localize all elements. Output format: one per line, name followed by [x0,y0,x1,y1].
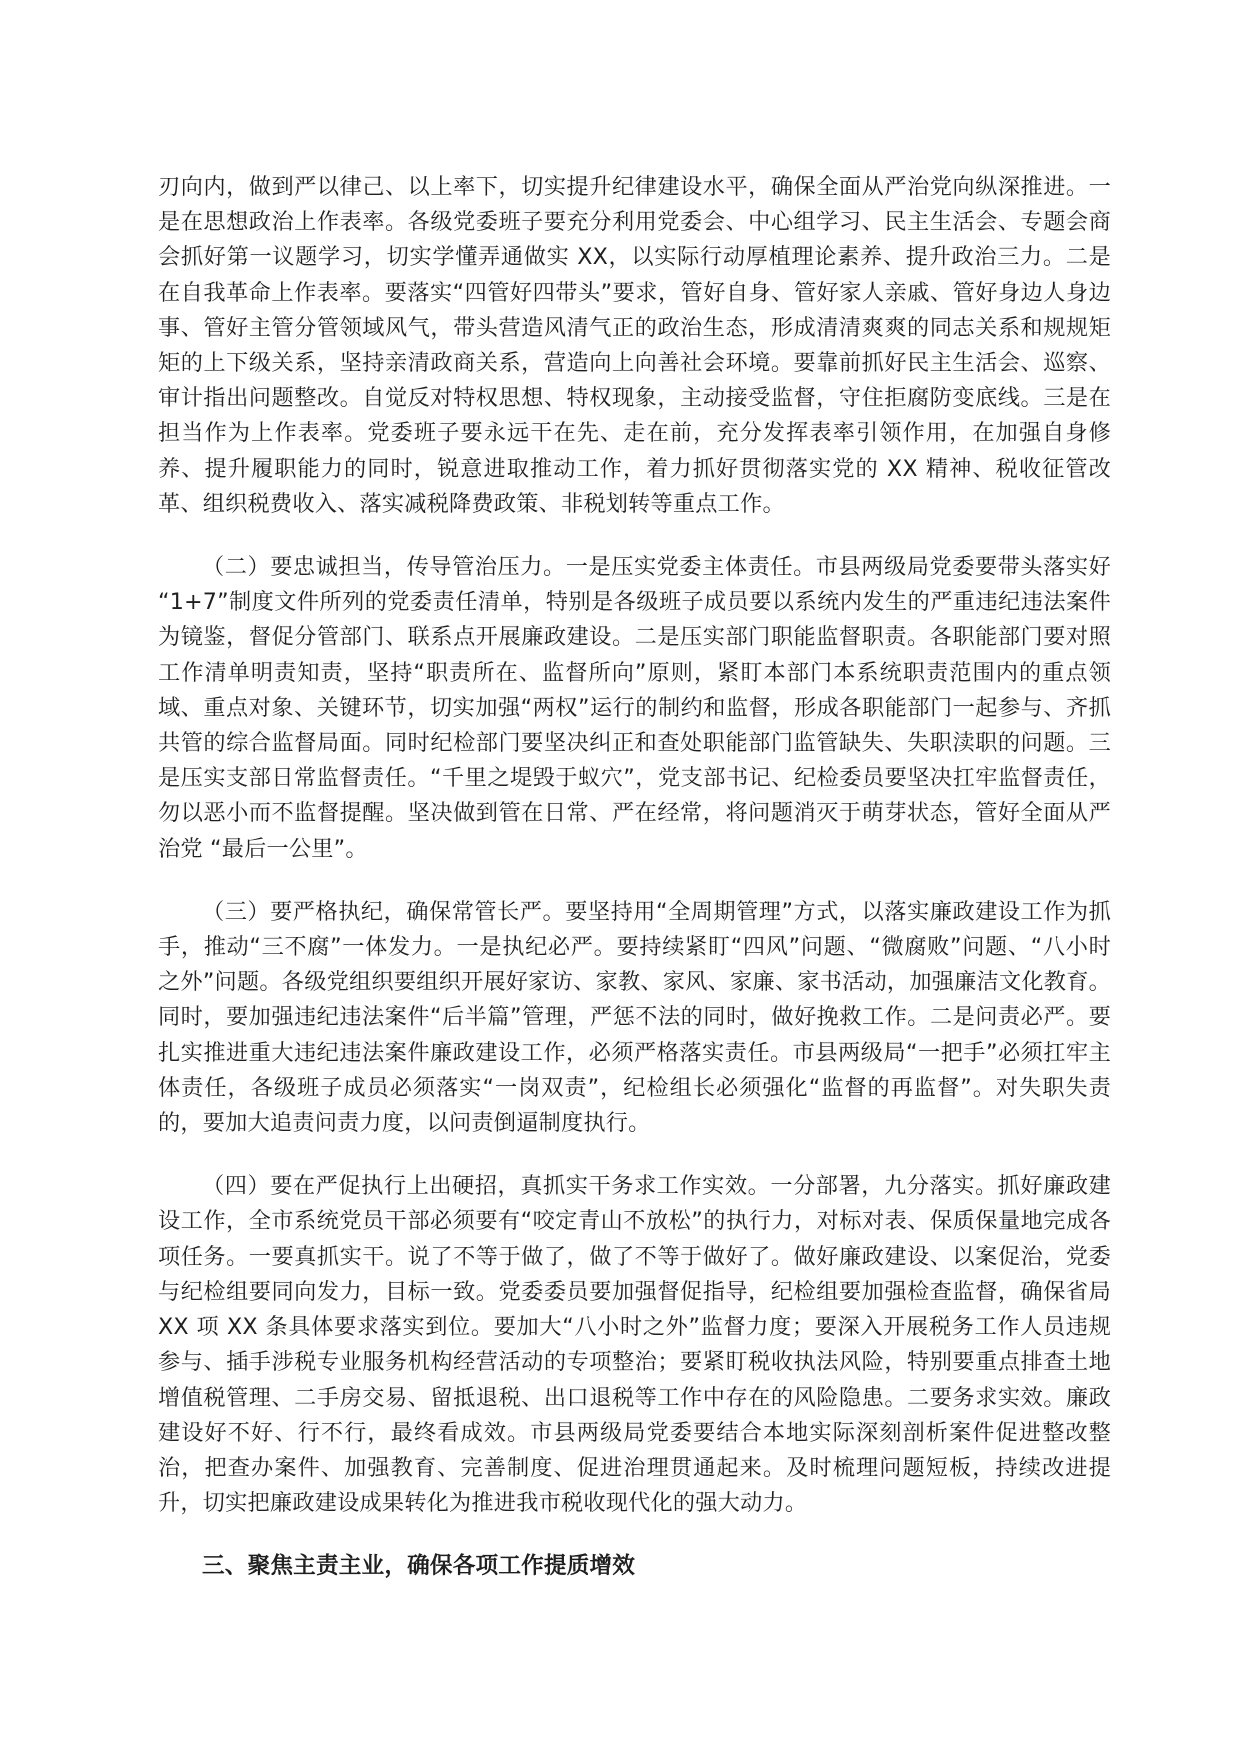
paragraph-section-3: （三）要严格执纪，确保常管长严。要坚持用“全周期管理”方式，以落实廉政建设工作为抓手，推动“三不腐”一体发力。一是执纪必严。要持续紧盯“四风”问题、“微腐败”问题、“八小时之外”问题。各级党组织要组织开展好家访、家教、家风、家廉、家书活动，加强廉洁文化教育。同时，要加强违纪违法案件“后半篇”管理，严惩不法的同时，做好挽救工作。二是问责必严。要扎实推进重大违纪违法案件廉政建设工作，必须严格落实责任。市县两级局“一把手”必须扛牢主体责任，各级班子成员必须落实“一岗双责”，纪检组长必须强化“监督的再监督”。对失职失责的，要加大追责问责力度，以问责倒逼制度执行。 [158,898,1111,1137]
section-heading: 三、聚焦主责主业，确保各项工作提质增效 [202,1553,636,1580]
paragraph-section-2: （二）要忠诚担当，传导管治压力。一是压实党委主体责任。市县两级局党委要带头落实好 “1+7”制度文件所列的党委责任清单，特别是各级班子成员要以系统内发生的严重违纪违法案件为镜鉴，督促分管部门、联系点开展廉政建设。二是压实部门职能监督职责。各职能部门要对照工作清单明责知责，坚持“职责所在、监督所向”原则，紧盯本部门本系统职责范围内的重点领域、重点对象、关键环节，切实加强“两权”运行的制约和监督，形成各职能部门一起参与、齐抓共管的综合监督局面。同时纪检部门要坚决纠正和查处职能部门监管缺失、失职渎职的问题。三是压实支部日常监督责任。“千里之堤毁于蚁穴”，党支部书记、纪检委员要坚决扛牢监督责任，勿以恶小而不监督提醒。坚决做到管在日常、严在经常，将问题消灭于萌芽状态，管好全面从严治党 “最后一公里”。 [158,554,1111,862]
paragraph-continuation: 刃向内，做到严以律己、以上率下，切实提升纪律建设水平，确保全面从严治党向纵深推进。一是在思想政治上作表率。各级党委班子要充分利用党委会、中心组学习、民主生活会、专题会商会抓好第一议题学习，切实学懂弄通做实 XX，以实际行动厚植理论素养、提升政治三力。二是在自我革命上作表率。要落实“四管好四带头”要求，管好自身、管好家人亲戚、管好身边人身边事、管好主管分管领域风气，带头营造风清气正的政治生态，形成清清爽爽的同志关系和规规矩矩的上下级关系，坚持亲清政商关系，营造向上向善社会环境。要靠前抓好民主生活会、巡察、审计指出问题整改。自觉反对特权思想、特权现象，主动接受监督，守住拒腐防变底线。三是在担当作为上作表率。党委班子要永远干在先、走在前，充分发挥表率引领作用，在加强自身修养、提升履职能力的同时，锐意进取推动工作，着力抓好贯彻落实党的 XX 精神、税收征管改革、组织税费收入、落实减税降费政策、非税划转等重点工作。 [158,174,1111,517]
document-page [158,170,1111,1585]
paragraph-section-4: （四）要在严促执行上出硬招，真抓实干务求工作实效。一分部署，九分落实。抓好廉政建设工作，全市系统党员干部必须要有“咬定青山不放松”的执行力，对标对表、保质保量地完成各项任务。一要真抓实干。说了不等于做了，做了不等于做好了。做好廉政建设、以案促治，党委与纪检组要同向发力，目标一致。党委委员要加强督促指导，纪检组要加强检查监督，确保省局 XX 项 XX 条具体要求落实到位。要加大“八小时之外”监督力度；要深入开展税务工作人员违规参与、插手涉税专业服务机构经营活动的专项整治；要紧盯税收执法风险，特别要重点排查土地增值税管理、二手房交易、留抵退税、出口退税等工作中存在的风险隐患。二要务求实效。廉政建设好不好、行不行，最终看成效。市县两级局党委要结合本地实际深刻剖析案件促进整改整治，把查办案件、加强教育、完善制度、促进治理贯通起来。及时梳理问题短板，持续改进提升，切实把廉政建设成果转化为推进我市税收现代化的强大动力。 [158,1173,1111,1517]
